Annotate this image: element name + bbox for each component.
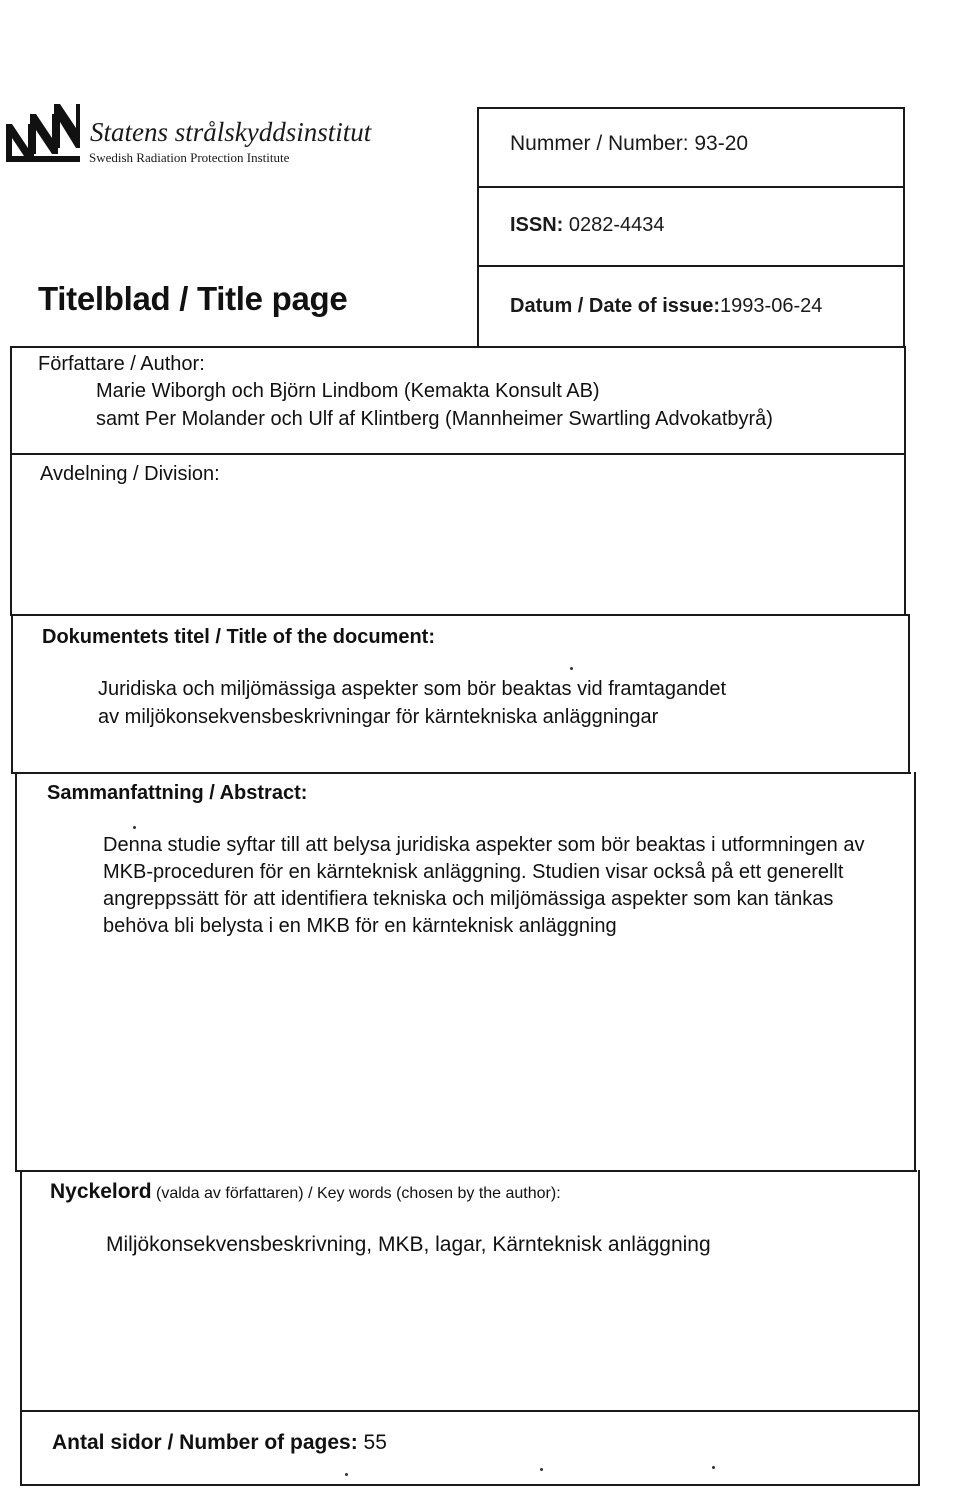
info-box-divider-1 bbox=[478, 186, 904, 188]
author-label: Författare / Author: bbox=[38, 353, 205, 375]
institute-name: Statens strålskyddsinstitut bbox=[90, 117, 372, 147]
stray-mark bbox=[540, 1468, 543, 1471]
date-label: Datum / Date of issue: bbox=[510, 295, 721, 317]
document-title-line-2: av miljökonsekvensbeskrivningar för kärntekniska anläggningar bbox=[98, 706, 659, 728]
info-box-divider-2 bbox=[478, 265, 904, 267]
issn-label: ISSN: bbox=[510, 214, 564, 236]
document-title-line-1: Juridiska och miljömässiga aspekter som bör beaktas vid framtagandet bbox=[98, 678, 727, 700]
main-frame-right bbox=[904, 346, 906, 616]
stray-mark bbox=[712, 1466, 715, 1469]
issn-field bbox=[510, 214, 665, 237]
division-label: Avdelning / Division: bbox=[40, 463, 220, 485]
keywords-right-border bbox=[918, 1170, 920, 1486]
keywords-label-main: Nyckelord bbox=[50, 1180, 152, 1203]
info-box-right-border bbox=[903, 107, 905, 347]
keywords-pages-divider bbox=[20, 1410, 920, 1412]
page-title: Titelblad / Title page bbox=[38, 280, 348, 317]
main-frame-top bbox=[10, 346, 906, 348]
stray-mark bbox=[345, 1473, 348, 1476]
institute-subtitle: Swedish Radiation Protection Institute bbox=[89, 150, 290, 165]
abstract-right-border bbox=[914, 772, 916, 1172]
keywords-label-rest: (valda av författaren) / Key words (chosen by the author): bbox=[156, 1185, 561, 1202]
info-box-left-border bbox=[477, 107, 479, 347]
stray-mark bbox=[570, 667, 573, 670]
number-value: 93-20 bbox=[694, 132, 749, 155]
doc-title-left-border bbox=[11, 614, 13, 774]
issn-value: 0282-4434 bbox=[568, 214, 665, 236]
abstract-left-border bbox=[15, 772, 17, 1172]
stray-mark bbox=[133, 826, 136, 829]
keywords-text: Miljökonsekvensbeskrivning, MKB, lagar, Kärnteknisk anläggning bbox=[106, 1233, 711, 1256]
number-of-pages-field bbox=[52, 1431, 387, 1455]
author-division-divider bbox=[10, 453, 906, 455]
date-of-issue-field bbox=[510, 295, 822, 318]
abstract-label: Sammanfattning / Abstract: bbox=[47, 782, 308, 804]
pages-value: 55 bbox=[363, 1431, 387, 1454]
pages-label: Antal sidor / Number of pages: bbox=[52, 1431, 358, 1454]
author-line-1: Marie Wiborgh och Björn Lindbom (Kemakta Konsult AB) bbox=[96, 380, 600, 402]
date-value: 1993-06-24 bbox=[720, 295, 823, 317]
author-line-2: samt Per Molander och Ulf af Klintberg (Mannheimer Swartling Advokatbyrå) bbox=[96, 408, 773, 430]
info-box-top-border bbox=[478, 107, 904, 109]
doc-title-right-border bbox=[908, 614, 910, 774]
division-doctitle-divider bbox=[10, 614, 910, 616]
doctitle-abstract-divider bbox=[11, 772, 911, 774]
document-number-field bbox=[510, 132, 748, 156]
document-title-label: Dokumentets titel / Title of the document: bbox=[42, 626, 435, 648]
number-label: Nummer / Number: bbox=[510, 132, 689, 155]
main-frame-left bbox=[10, 346, 12, 616]
keywords-left-border bbox=[20, 1170, 22, 1486]
abstract-keywords-divider bbox=[15, 1170, 917, 1172]
main-frame-bottom bbox=[20, 1484, 920, 1486]
abstract-text: Denna studie syftar till att belysa juridiska aspekter som bör beaktas i utformningen av MKB-proceduren för en kärnteknisk anläggning. Studien visar också på ett generellt angreppssätt för att identifiera tekniska och miljömässiga aspekter som kan tänkas behöva bli belysta i en MKB för en kärnteknisk anläggning bbox=[103, 834, 865, 937]
ssi-logo-icon bbox=[6, 104, 80, 162]
keywords-label bbox=[50, 1180, 561, 1204]
